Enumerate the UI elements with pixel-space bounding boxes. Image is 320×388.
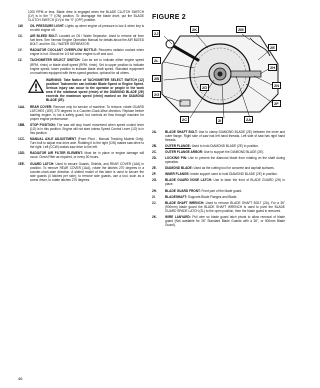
- legend-item: [152, 178, 285, 186]
- item-code: 2A.: [152, 130, 157, 134]
- item-description: (Front Pivot - Manual Tracking Models Only): Turn bolt to adjust rear drive axle. Rotating it to the right (CW) makes saw drive to the right. Left (CCW) makes saw drive to the left.: [30, 137, 144, 150]
- callout-2f: 2F: [274, 101, 279, 106]
- item-code: 2E.: [152, 166, 157, 171]
- item-description: Use to clamp DIAMOND BLADE (2E) between the inner and outer flange. Right side of saw has left hand threads. Left side of saw has right hand threads.: [165, 130, 285, 143]
- callout-2d: 2D: [202, 85, 208, 90]
- legend-item: [18, 48, 144, 56]
- figure-legend-list: [152, 130, 285, 229]
- item-code: 2H.: [152, 188, 157, 193]
- item-code: 2G.: [152, 178, 158, 183]
- item-code: 1Y.: [18, 48, 23, 53]
- warning-text: WARNING: Take Notice of TACHOMETER SELECT SWITCH (1Z) position! Tachometer can indicate Blade Speed or Engine Speed. Serious injury can occur to the operator or people in the work area if the rotational speed (r/min) of the DIAMOND BLADE (2E) exceeds the maximum speed (r/min) marked on the DIAMOND BLADE (2E).: [46, 77, 144, 102]
- figure-title: FIGURE 2: [152, 14, 186, 21]
- item-title: MANUAL AXLE ADJUSTMENT: [30, 137, 77, 142]
- item-code: 2J.: [152, 200, 157, 205]
- item-code: 1EE.: [18, 161, 25, 166]
- intro-paragraph: 1200 RPM or less. Blade drive is engaged when the BLADE CLUTCH SWITCH (1V) is in the "I" (ON) position. To disengage the blade drive, put the BLADE CLUTCH SWITCH (1V) in the "0" (OFF) position.: [28, 10, 144, 23]
- item-title: OUTER FLANGE:: [165, 144, 191, 149]
- legend-item: [152, 195, 285, 199]
- legend-item: [152, 172, 285, 176]
- item-title: BLADE SHAFT BOLT:: [165, 130, 198, 134]
- item-title: DIAMOND BLADE:: [165, 166, 193, 171]
- callout-2b: 2B: [154, 76, 160, 81]
- left-item-list-2: [18, 105, 144, 182]
- item-title: OIL PRESSURE LIGHT:: [30, 24, 65, 29]
- item-code: 1BB.: [18, 123, 26, 128]
- page-number: 46: [18, 376, 23, 381]
- legend-item: [18, 105, 144, 121]
- item-code: 2B.: [152, 144, 157, 149]
- item-code: 1CC.: [18, 137, 26, 142]
- item-description: Remove only for service of machine. To remove, rotate GUARD LATCHES (1EE) 270 degrees in a Counter-Clock-Wise direction. Replace before starting engine. Is not a safety guard, but controls air flow through machine for proper engine performance.: [30, 104, 144, 122]
- tachometer-warning: [18, 78, 144, 102]
- item-code: 2D.: [152, 156, 157, 161]
- warning-triangle-icon: [28, 79, 44, 93]
- item-description: Pull wire so blade guard latch pivots to allow removal of blade guard (Not available for 26" Standard Blade Guards with a 36", or 900mm Blade Guard).: [165, 214, 286, 227]
- item-description: Used to secure Guards, Shields, and REAR COVER (1AA) in position. To remove REAR COVER (1AA), rotate the latches 270 degrees in a counter-clock-wise direction. A slotted model of this latch is used to secure the side guards (4 latches per side); to remove side guards, use a tool, such as a screw driver, to rotate latches 270 degrees.: [30, 161, 145, 182]
- item-title: BLADE SHAFT WRENCH:: [165, 200, 205, 205]
- legend-item: [18, 162, 144, 182]
- item-description: Used to hold DIAMOND BLADE (2E) in position.: [191, 144, 259, 149]
- item-description: Used as the cutting tool for concrete and asphalt surfaces.: [193, 166, 275, 171]
- callout-2i: 2I: [218, 118, 222, 123]
- item-code: 1Z.: [18, 58, 23, 63]
- callout-2e: 2E: [270, 45, 275, 50]
- callout-2n: 2N: [274, 83, 280, 88]
- item-title: REAR COVER:: [30, 104, 53, 109]
- blade-assembly-drawing: [150, 24, 288, 124]
- legend-item: [152, 215, 285, 227]
- callout-2m: 2M: [238, 27, 244, 32]
- legend-item: [152, 189, 285, 193]
- item-code: 1DD.: [18, 151, 26, 156]
- item-description: Front part of the blade guard.: [201, 188, 243, 193]
- callout-2a: 2A: [246, 117, 252, 122]
- item-title: OUTER FLANGE ARBOR:: [165, 150, 204, 155]
- item-code: 2C.: [152, 150, 157, 155]
- item-title: BLADE GUARD NOSE LATCH:: [165, 178, 213, 183]
- item-title: BLADE GUARD FRONT:: [165, 188, 201, 193]
- item-title: LOCKING PIN:: [165, 156, 188, 161]
- item-code: 1AA.: [18, 104, 26, 109]
- item-title: BLADESHAFT:: [165, 194, 187, 199]
- callout-2k: 2K: [192, 27, 198, 32]
- item-description: Lights up when engine oil pressure is low & when key is on with engine off.: [30, 24, 145, 33]
- callout-2c: 2C: [182, 117, 188, 122]
- item-description: Inside support used to hold DIAMOND BLADE (2E) in position.: [190, 172, 278, 177]
- legend-item: [18, 58, 144, 74]
- item-title: STOP POSITION:: [30, 123, 56, 128]
- legend-item: [152, 156, 285, 164]
- item-description: Used to remove BLADE SHAFT BOLT (2A). For a 36" (900mm) blade guard the BLADE SHAFT WRENCH is used to pivot the BLADE GUARD SPADE LATCH (2L) to the open position, then the blade guard is removed.: [165, 200, 285, 213]
- legend-item: [18, 24, 144, 32]
- item-title: INNER FLANGE:: [165, 172, 190, 177]
- callout-2h: 2H: [270, 65, 276, 70]
- item-code: 1X.: [18, 34, 23, 39]
- legend-item: [152, 166, 285, 170]
- item-title: AIR BLEED BOLT:: [30, 34, 58, 39]
- item-code: 2F.: [152, 172, 157, 177]
- left-column: [18, 10, 144, 184]
- legend-item: [152, 130, 285, 142]
- item-title: RADIATOR COOLANT OVERFLOW BOTTLE:: [30, 48, 98, 53]
- callout-2g: 2G: [154, 92, 160, 97]
- item-description: Use to latch the front of BLADE GUARD (2H) in place.: [165, 178, 286, 187]
- legend-item: [18, 34, 144, 46]
- item-description: The saw will stop travel movement when speed control lever (1O) is in this position. Engine will not start unless Speed Control Lever (1O) is in this position.: [30, 123, 144, 136]
- item-description: Located on Oil / Water Separator. Used to remove air from fuel lines. See Yanmar Engine Operation Manual for details about the AIR BLEED BOLT, and the OIL / WATER SEPARATOR.: [30, 34, 144, 47]
- item-code: 2I.: [152, 194, 156, 199]
- legend-item: [152, 201, 285, 213]
- legend-item: [152, 144, 285, 148]
- item-description: Use to prevent the diamond blade from rotating on the shaft during operation.: [165, 156, 286, 165]
- item-title: WIRE LANYARD:: [165, 214, 191, 219]
- item-description: Supports Blade Flanges and Blade.: [187, 194, 238, 199]
- left-item-list: [18, 24, 144, 75]
- item-code: 2K.: [152, 214, 157, 219]
- legend-item: [18, 137, 144, 149]
- legend-item: [152, 150, 285, 154]
- item-code: 1W.: [18, 24, 24, 29]
- callout-2j: 2J: [154, 31, 159, 36]
- item-description: Must be in place or engine damage will occur. Clean Filter as required, or every 50 hours.: [30, 151, 145, 160]
- item-title: RADIATOR AIR FILTER ELEMENT:: [30, 151, 83, 156]
- figure-2-illustration: [150, 24, 288, 124]
- legend-item: [18, 151, 144, 159]
- callout-2l: 2L: [154, 58, 159, 63]
- item-title: TACHOMETER SELECT SWITCH:: [30, 58, 81, 63]
- item-description: Use to support the DIAMOND BLADE (2E).: [203, 150, 265, 155]
- item-description: Recovers radiator coolant when engine is hot. Should be 1/4 full when engine is off and cool.: [30, 48, 145, 57]
- item-title: GUARD LATCH:: [30, 161, 55, 166]
- item-description: Can be set to indicate either engine speed (RPM, r/min) or blade shaft speed (RPM, r/min). Set to upper position to indicate engine speed, lower position to indicate blade shaft speed. Standard equipment on machines equipped with three-speed gearbox, optional for all others.: [30, 58, 145, 75]
- legend-item: [18, 123, 144, 135]
